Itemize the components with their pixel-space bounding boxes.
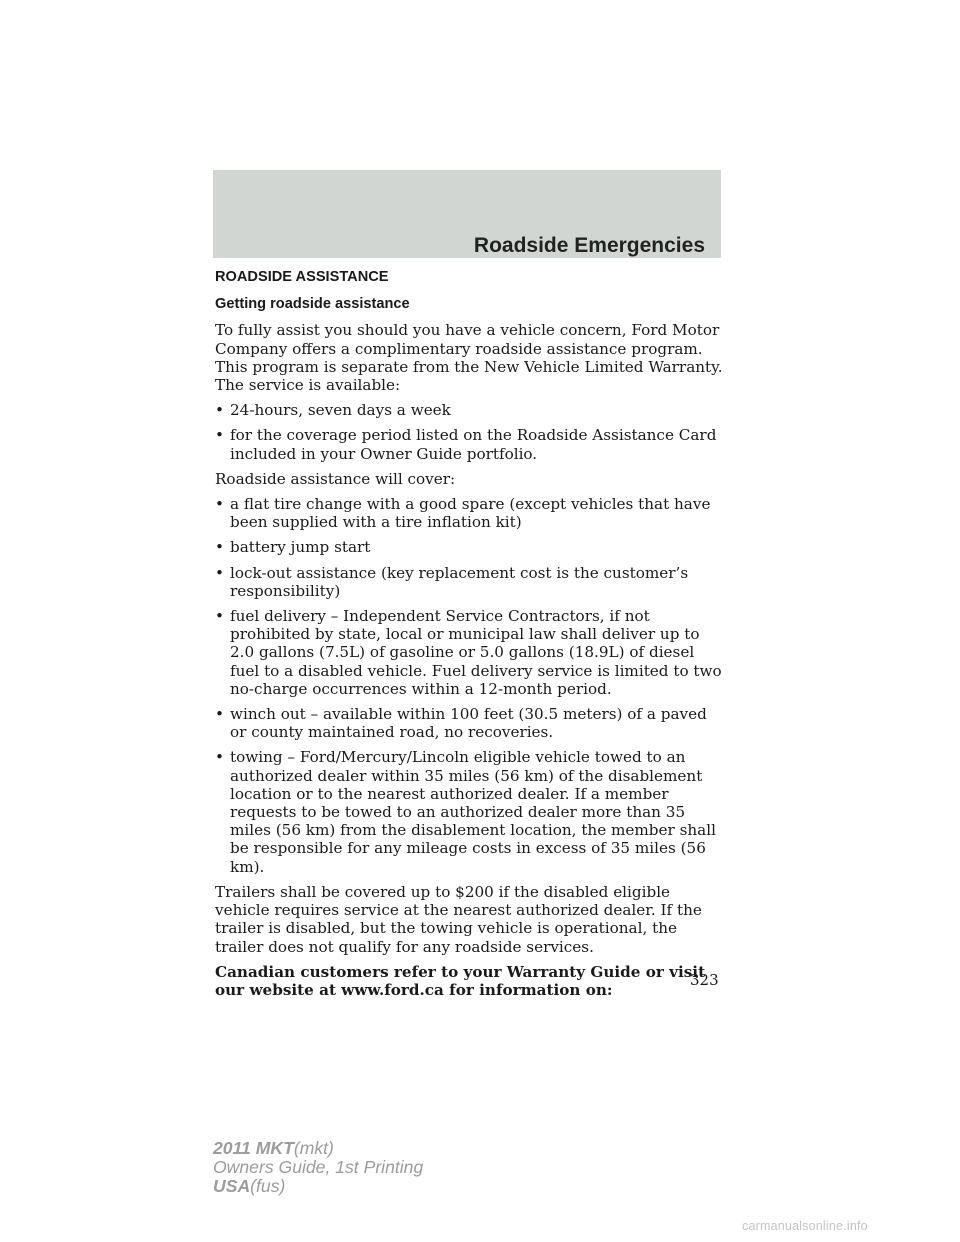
section-title: ROADSIDE ASSISTANCE xyxy=(215,269,389,285)
page-content xyxy=(215,268,725,1006)
canadian-customers-note: Canadian customers refer to your Warranty Guide or visit our website at www.ford.ca for information on: xyxy=(215,962,706,999)
list-item: • fuel delivery – Independent Service Contractors, if not prohibited by state, local or municipal law shall deliver up to 2.0 gallons (7.5L) of gasoline or 5.0 gallons (18.9L) of diesel fuel to a disabled vehicle. Fuel delivery service is limited to two no-charge occurrences within a 12-month period. xyxy=(215,607,722,698)
bullet-icon: • xyxy=(215,607,224,626)
trailers-paragraph: Trailers shall be covered up to $200 if the disabled eligible vehicle requires service at the nearest authorized dealer. If the trailer is disabled, but the towing vehicle is operational, the trailer does not qualify for any roadside services. xyxy=(215,882,702,956)
footer-line-market: USA(fus) xyxy=(213,1176,286,1196)
intro-paragraph: To fully assist you should you have a vehicle concern, Ford Motor Company offers a complimentary roadside assistance program. This program is separate from the New Vehicle Limited Warranty. The service is available: xyxy=(215,321,723,395)
section-header-title: Roadside Emergencies xyxy=(473,234,705,257)
list-item: • 24-hours, seven days a week xyxy=(215,401,451,420)
list-item: • battery jump start xyxy=(215,538,371,557)
bullet-icon: • xyxy=(215,495,224,514)
bullet-icon: • xyxy=(215,563,224,582)
page-number: 323 xyxy=(690,971,719,989)
bullet-icon: • xyxy=(215,401,224,420)
bullet-icon: • xyxy=(215,748,224,767)
bullet-icon: • xyxy=(215,538,224,557)
bullet-icon: • xyxy=(215,705,224,724)
list-item: • for the coverage period listed on the Roadside Assistance Card included in your Owner Guide portfolio. xyxy=(215,426,717,463)
coverage-list xyxy=(215,495,725,876)
list-item: • lock-out assistance (key replacement cost is the customer’s responsibility) xyxy=(215,563,689,600)
footer-line-model: 2011 MKT(mkt) xyxy=(213,1138,334,1158)
list-item: • winch out – available within 100 feet (30.5 meters) of a paved or county maintained road, no recoveries. xyxy=(215,705,707,742)
footer-line-edition: Owners Guide, 1st Printing xyxy=(213,1157,424,1177)
availability-list xyxy=(215,401,725,463)
bullet-icon: • xyxy=(215,426,224,445)
site-watermark: carmanualsonline.info xyxy=(742,1219,868,1233)
list-item: • a flat tire change with a good spare (except vehicles that have been supplied with a tire inflation kit) xyxy=(215,495,711,532)
list-item: • towing – Ford/Mercury/Lincoln eligible vehicle towed to an authorized dealer within 35 miles (56 km) of the disablement location or to the nearest authorized dealer. If a member requests to be towed to an authorized dealer more than 35 miles (56 km) from the disablement location, the member shall be responsible for any mileage costs in excess of 35 miles (56 km). xyxy=(215,748,716,876)
section-header-band xyxy=(213,170,721,258)
print-footer xyxy=(213,1139,423,1196)
subsection-title: Getting roadside assistance xyxy=(215,296,410,313)
coverage-intro: Roadside assistance will cover: xyxy=(215,469,456,488)
